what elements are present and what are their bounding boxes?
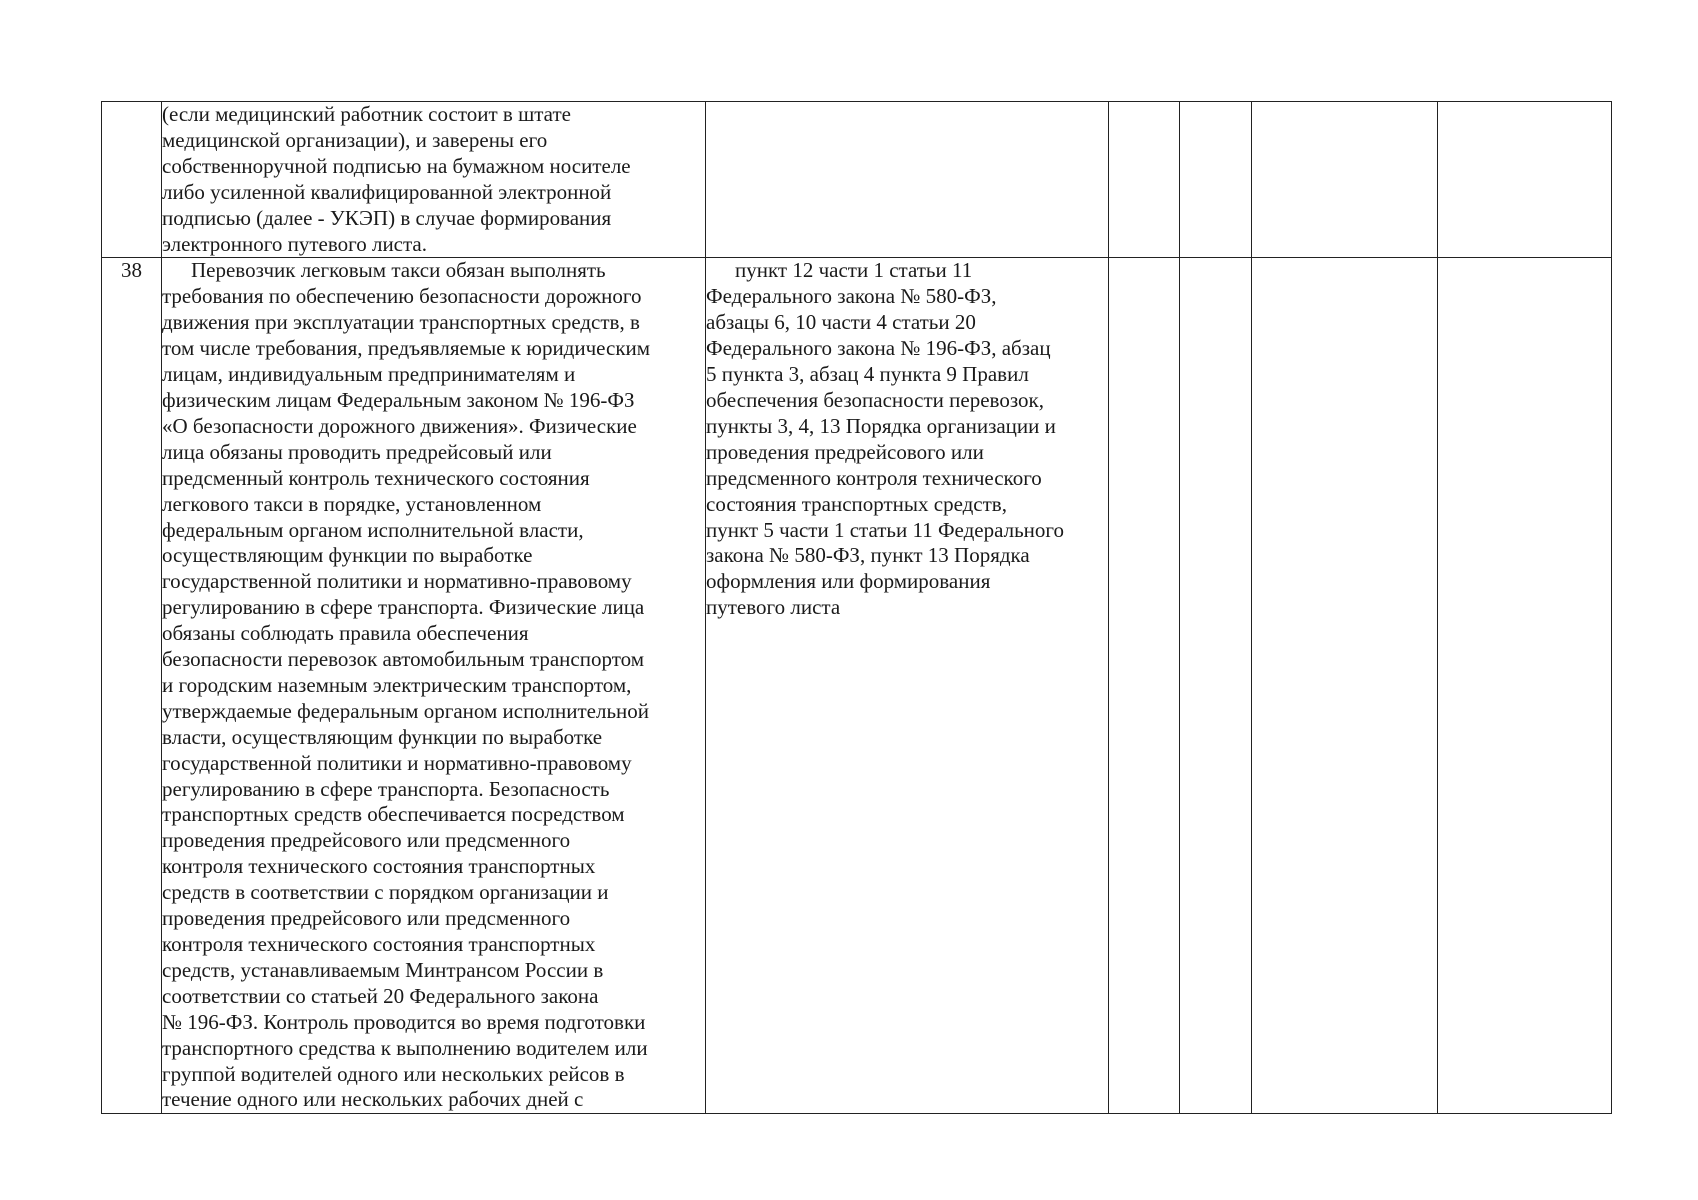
empty-cell	[1252, 102, 1438, 258]
requirement-line: лица обязаны проводить предрейсовый или	[162, 439, 552, 464]
legal-reference-cell	[706, 102, 1109, 258]
reference-line: путевого листа	[706, 595, 841, 620]
requirement-line: медицинской организации), и заверены его	[162, 127, 548, 152]
requirement-line: государственной политики и нормативно-правовому	[162, 569, 632, 594]
requirement-line: собственноручной подписью на бумажном носителе	[162, 153, 631, 178]
requirement-line: средств, устанавливаемым Минтрансом России в	[162, 957, 604, 982]
requirement-line: том числе требования, предъявляемые к юридическим	[162, 336, 651, 361]
requirement-line: физическим лицам Федеральным законом № 196-ФЗ	[162, 387, 635, 412]
empty-cell	[1180, 258, 1252, 1114]
reference-line: Федерального закона № 580-ФЗ,	[706, 284, 997, 309]
reference-line: закона № 580-ФЗ, пункт 13 Порядка	[706, 543, 1030, 568]
requirement-line: контроля технического состояния транспортных	[162, 932, 596, 956]
reference-line: пункты 3, 4, 13 Порядка организации и	[706, 413, 1056, 438]
reference-line: предсменного контроля технического	[706, 465, 1042, 490]
requirement-cell	[162, 258, 706, 1114]
requirement-line: «О безопасности дорожного движения». Физические	[162, 413, 637, 438]
requirement-line: либо усиленной квалифицированной электронной	[162, 179, 612, 204]
requirement-line: предсменный контроль технического состояния	[162, 465, 590, 490]
empty-cell	[1180, 102, 1252, 258]
requirement-line: Перевозчик легковым такси обязан выполнять	[191, 258, 606, 283]
requirement-line: безопасности перевозок автомобильным транспортом	[162, 647, 644, 672]
requirement-line: требования по обеспечению безопасности дорожного	[162, 284, 642, 309]
requirement-line: проведения предрейсового или предсменного	[162, 828, 571, 853]
requirement-line: и городским наземным электрическим транспортом,	[162, 672, 632, 697]
requirement-line: № 196-ФЗ. Контроль проводится во время подготовки	[162, 1009, 646, 1034]
requirements-table	[101, 101, 1612, 1114]
row-number	[102, 102, 162, 258]
requirement-line: движения при эксплуатации транспортных средств, в	[162, 310, 640, 335]
requirement-line: осуществляющим функции по выработке	[162, 543, 533, 568]
requirement-line: течение одного или нескольких рабочих дней с	[162, 1087, 584, 1112]
requirement-line: транспортного средства к выполнению водителем или	[162, 1035, 648, 1060]
reference-line: абзацы 6, 10 части 4 статьи 20	[706, 310, 976, 335]
requirement-line: федеральным органом исполнительной власти,	[162, 517, 584, 542]
reference-line: пункт 12 части 1 статьи 11	[735, 258, 973, 283]
empty-cell	[1438, 258, 1612, 1114]
reference-line: 5 пункта 3, абзац 4 пункта 9 Правил	[706, 362, 1029, 387]
table-row	[102, 258, 1612, 1114]
reference-line: обеспечения безопасности перевозок,	[706, 387, 1044, 412]
requirement-line: транспортных средств обеспечивается посредством	[162, 802, 625, 827]
requirement-line: подписью (далее - УКЭП) в случае формирования	[162, 205, 612, 230]
empty-cell	[1109, 258, 1180, 1114]
requirement-line: электронного путевого листа.	[162, 231, 428, 256]
reference-line: состояния транспортных средств,	[706, 491, 1007, 516]
requirement-line: средств в соответствии с порядком организации и	[162, 880, 609, 905]
requirement-line: группой водителей одного или нескольких рейсов в	[162, 1061, 625, 1086]
reference-line: оформления или формирования	[706, 569, 991, 594]
requirement-line: регулированию в сфере транспорта. Физические лица	[162, 595, 645, 620]
requirement-line: государственной политики и нормативно-правовому	[162, 750, 632, 775]
empty-cell	[1252, 258, 1438, 1114]
requirement-line: проведения предрейсового или предсменного	[162, 906, 571, 931]
requirement-line: обязаны соблюдать правила обеспечения	[162, 621, 529, 646]
empty-cell	[1438, 102, 1612, 258]
requirement-cell	[162, 102, 706, 258]
reference-line: пункт 5 части 1 статьи 11 Федерального	[706, 517, 1064, 542]
requirement-line: контроля технического состояния транспортных	[162, 854, 596, 879]
requirement-line: утверждаемые федеральным органом исполнительной	[162, 698, 650, 723]
reference-line: проведения предрейсового или	[706, 439, 984, 464]
legal-reference-cell	[706, 258, 1109, 1114]
requirement-line: регулированию в сфере транспорта. Безопасность	[162, 776, 610, 801]
requirement-line: легкового такси в порядке, установленном	[162, 491, 542, 516]
requirement-line: (если медицинский работник состоит в штате	[162, 102, 571, 126]
empty-cell	[1109, 102, 1180, 258]
requirement-line: соответствии со статьей 20 Федерального закона	[162, 983, 599, 1008]
reference-line: Федерального закона № 196-ФЗ, абзац	[706, 336, 1051, 361]
row-number: 38	[102, 258, 162, 1114]
requirement-line: лицам, индивидуальным предпринимателям и	[162, 362, 576, 387]
requirement-line: власти, осуществляющим функции по выработке	[162, 724, 603, 749]
table-row	[102, 102, 1612, 258]
